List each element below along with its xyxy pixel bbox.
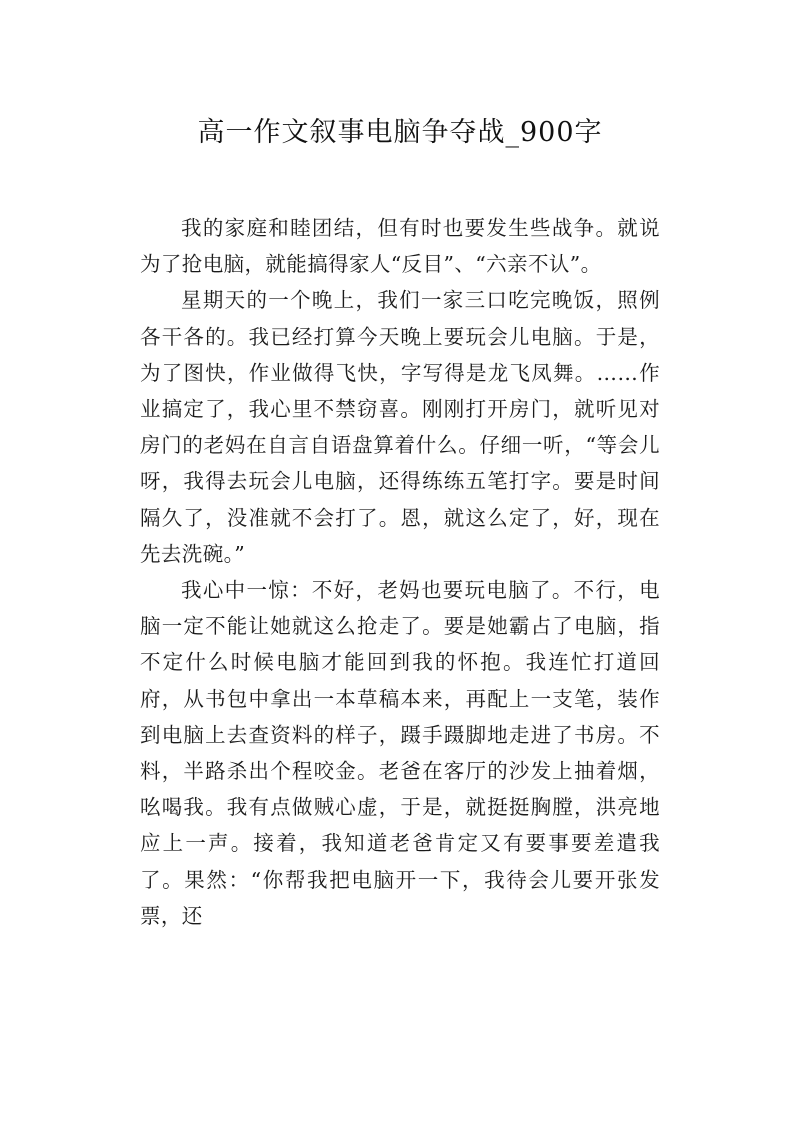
document-body <box>140 210 660 934</box>
paragraph: 我心中一惊：不好，老妈也要玩电脑了。不行，电脑一定不能让她就这么抢走了。要是她霸占了电脑，指不定什么时候电脑才能回到我的怀抱。我连忙打道回府，从书包中拿出一本草稿本来，再配上一支笔，装作到电脑上去查资料的样子，蹑手蹑脚地走进了书房。不料，半路杀出个程咬金。老爸在客厅的沙发上抽着烟，吆喝我。我有点做贼心虚，于是，就挺挺胸膛，洪亮地应上一声。接着，我知道老爸肯定又有要事要差遣我了。果然：“你帮我把电脑开一下，我待会儿要开张发票，还 <box>140 578 660 928</box>
document-title: 高一作文叙事电脑争夺战_900字 <box>197 117 603 148</box>
paragraph: 星期天的一个晚上，我们一家三口吃完晚饭，照例各干各的。我已经打算今天晚上要玩会儿电脑。于是，为了图快，作业做得飞快，字写得是龙飞凤舞。……作业搞定了，我心里不禁窃喜。刚刚打开房门，就听见对房门的老妈在自言自语盘算着什么。仔细一听，“等会儿呀，我得去玩会儿电脑，还得练练五笔打字。要是时间隔久了，没准就不会打了。恩，就这么定了，好，现在先去洗碗。” <box>140 288 660 566</box>
paragraph: 我的家庭和睦团结，但有时也要发生些战争。就说为了抢电脑，就能搞得家人“反目”、“六亲不认”。 <box>140 216 660 277</box>
